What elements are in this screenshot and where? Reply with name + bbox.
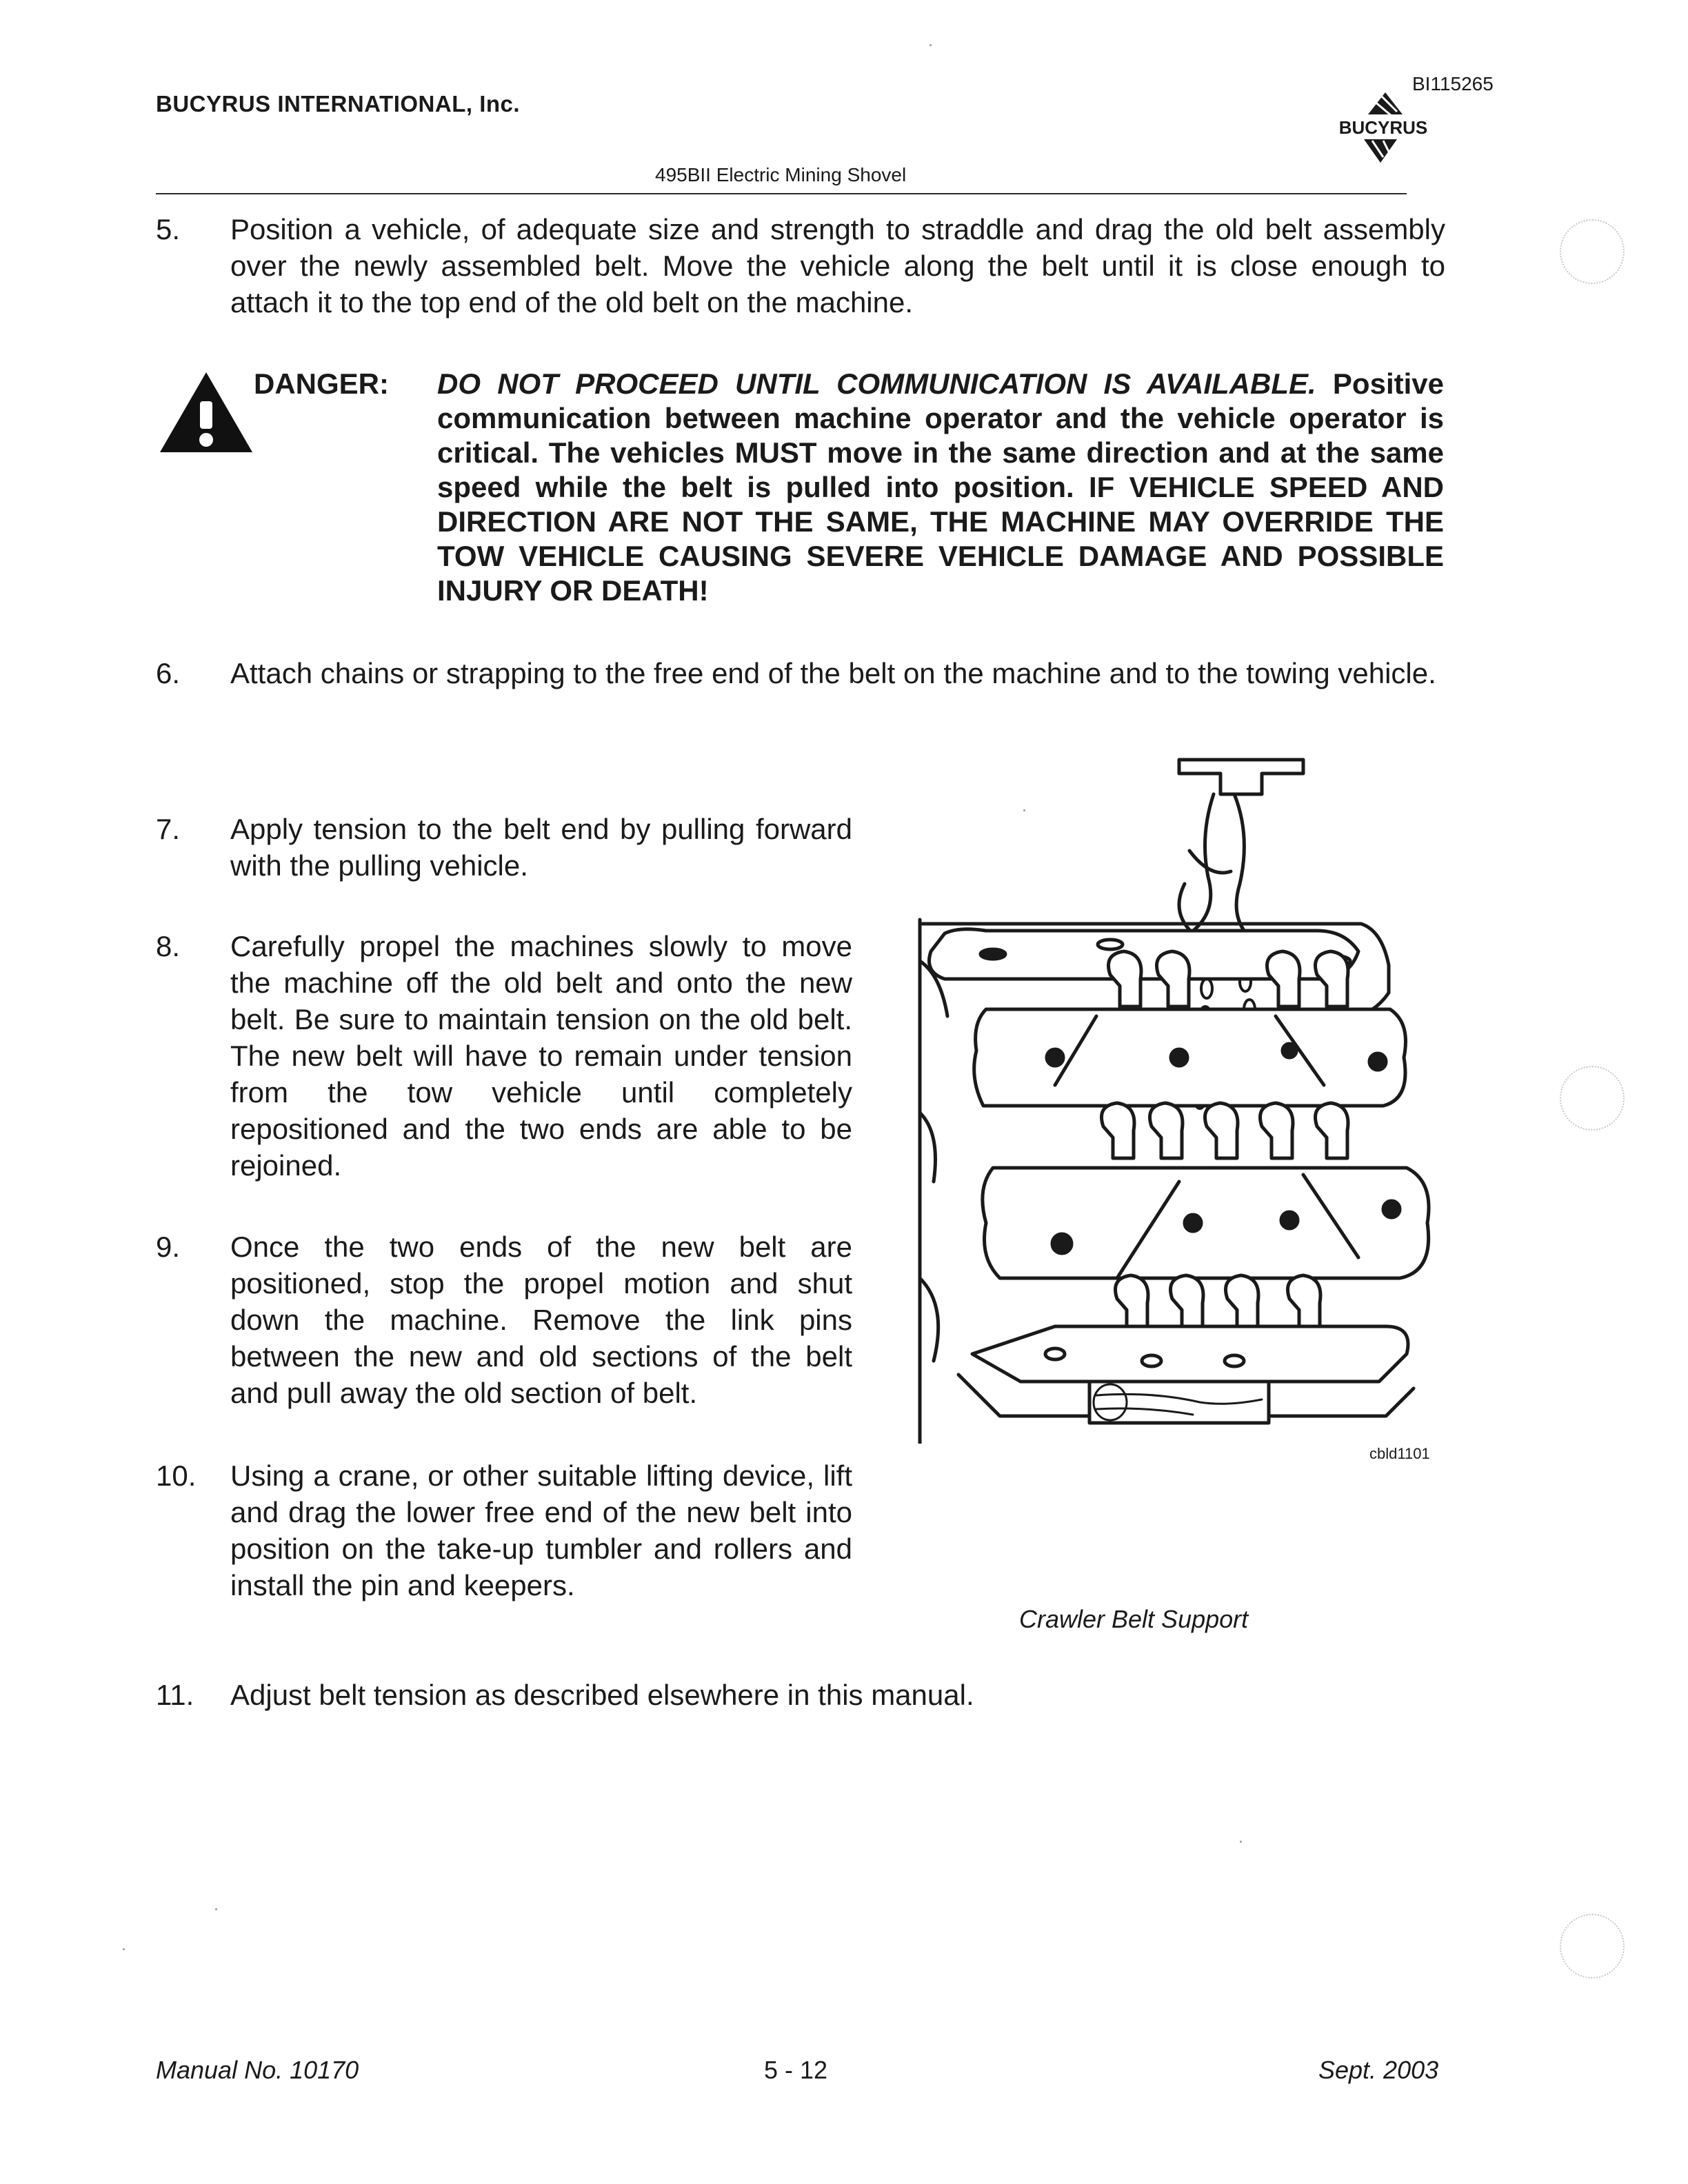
figure-code: cbld1101 (1369, 1445, 1430, 1462)
step-number: 8. (156, 930, 181, 962)
scan-speck (1023, 809, 1025, 811)
svg-text:BUCYRUS: BUCYRUS (1338, 117, 1428, 138)
manual-number: Manual No. 10170 (156, 2056, 359, 2084)
step-text: Apply tension to the belt end by pulling forward with the pulling vehicle. (230, 813, 852, 882)
step-number: 7. (156, 813, 181, 845)
document-subtitle: 495BII Electric Mining Shovel (655, 164, 907, 185)
figure-caption: Crawler Belt Support (1019, 1605, 1249, 1633)
step-text: Once the two ends of the new belt are positioned, stop the propel motion and shut down the machine. Remove the link pins between the new and old sections of the belt and pull away the old section of belt. (230, 1231, 852, 1409)
header-divider (156, 193, 1407, 194)
publication-date: Sept. 2003 (1318, 2056, 1439, 2084)
step-number: 5. (156, 213, 181, 245)
step-number: 11. (156, 1679, 194, 1711)
page-number: 5 - 12 (764, 2056, 828, 2084)
step-8 (156, 928, 852, 1190)
step-7 (156, 811, 852, 887)
scan-speck (123, 1948, 125, 1950)
punch-hole-mark (1560, 219, 1625, 284)
crawler-belt-illustration (917, 754, 1462, 1444)
punch-hole-mark (1560, 1066, 1625, 1131)
warning-triangle-icon (157, 370, 255, 455)
step-5 (156, 211, 1445, 321)
danger-body: Positive communication between machine operator and the vehicle operator is critical. The vehicles MUST move in the same direction and at the same speed while the belt is pulled into position. IF VEHICLE SPEED AND DIRECTION ARE NOT THE SAME, THE MACHINE MAY OVERRIDE THE TOW VEHICLE CAUSING SEVERE VEHICLE DAMAGE AND POSSIBLE INJURY OR DEATH! (437, 367, 1444, 607)
scan-speck (215, 1908, 217, 1910)
step-text: Using a crane, or other suitable lifting device, lift and drag the lower free end of the new belt into position on the take-up tumbler and rollers and install the pin and keepers. (230, 1459, 852, 1601)
punch-hole-mark (1560, 1914, 1625, 1979)
scan-speck (1240, 1841, 1242, 1843)
document-id: BI115265 (1412, 73, 1494, 94)
step-text: Adjust belt tension as described elsewhere in this manual. (230, 1679, 974, 1711)
step-6 (156, 655, 1445, 731)
company-name: BUCYRUS INTERNATIONAL, Inc. (156, 91, 521, 117)
step-text: Position a vehicle, of adequate size and strength to straddle and drag the old belt assembly over the newly assembled belt. Move the vehicle along the belt until it is close enough to attach it to the top end of the old belt on the machine. (230, 213, 1445, 318)
scan-speck (930, 44, 932, 46)
danger-message (437, 367, 1444, 608)
step-10 (156, 1457, 852, 1609)
step-text: Carefully propel the machines slowly to move the machine off the old belt and onto the new belt. Be sure to maintain tension on the old belt. The new belt will have to remain under tension from the tow vehicle until completely repositioned and the two ends are able to be rejoined. (230, 930, 852, 1182)
step-text: Attach chains or strapping to the free end of the belt on the machine and to the towing vehicle. (230, 657, 1436, 689)
step-number: 9. (156, 1231, 181, 1263)
step-number: 6. (156, 657, 181, 689)
danger-lead: DO NOT PROCEED UNTIL COMMUNICATION IS AVAILABLE. (437, 367, 1316, 400)
step-9 (156, 1228, 852, 1415)
step-11 (156, 1677, 1445, 1718)
step-number: 10. (156, 1459, 197, 1492)
danger-label: DANGER: (254, 367, 389, 400)
bucyrus-logo (1320, 88, 1444, 170)
